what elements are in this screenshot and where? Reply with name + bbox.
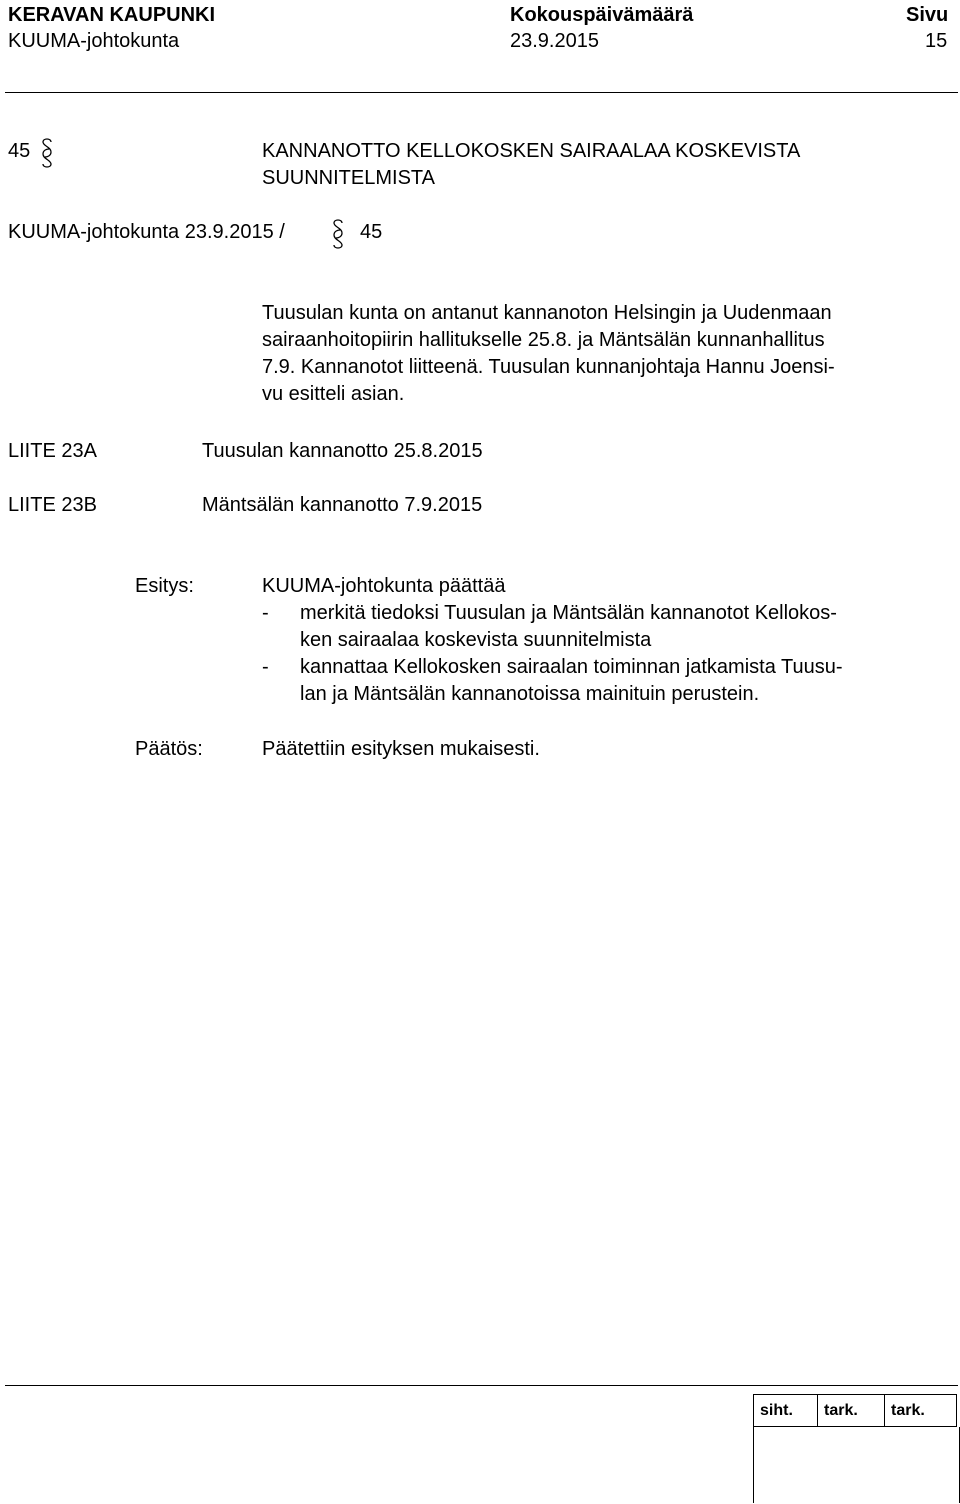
org-name: KERAVAN KAUPUNKI	[8, 4, 216, 26]
decision-label: Päätös:	[135, 738, 203, 760]
proposal-item-line: merkitä tiedoksi Tuusulan ja Mäntsälän kannanotot Kellokos-	[300, 602, 837, 624]
body-line: 7.9. Kannanotot liitteenä. Tuusulan kunnanjohtaja Hannu Joensi-	[262, 356, 835, 378]
date-label: Kokouspäivämäärä	[510, 4, 694, 26]
attachment-label: LIITE 23B	[8, 494, 97, 516]
body-name: KUUMA-johtokunta	[8, 30, 180, 52]
proposal-label: Esitys:	[135, 575, 194, 597]
signature-box	[753, 1394, 957, 1427]
page-label: Sivu	[906, 4, 949, 26]
section-sign-icon	[38, 136, 56, 170]
page-number: 15	[925, 30, 948, 52]
proposal-item	[262, 654, 957, 708]
proposal-item-line: lan ja Mäntsälän kannanotoissa mainituin perustein.	[300, 683, 760, 705]
attachment-label: LIITE 23A	[8, 440, 97, 462]
body-line: sairaanhoitopiirin hallitukselle 25.8. ja Mäntsälän kunnanhallitus	[262, 329, 825, 351]
list-dash: -	[262, 602, 269, 624]
decision-text: Päätettiin esityksen mukaisesti.	[262, 738, 540, 760]
proposal-item-line: kannattaa Kellokosken sairaalan toiminnan jatkamista Tuusu-	[300, 656, 843, 678]
item-number: 45	[8, 140, 31, 162]
attachment-title: Mäntsälän kannanotto 7.9.2015	[202, 494, 483, 516]
item-title-line2: SUUNNITELMISTA	[262, 167, 435, 189]
meeting-date: 23.9.2015	[510, 30, 599, 52]
list-dash: -	[262, 656, 269, 678]
signature-tark-1: tark.	[824, 1402, 858, 1419]
attachment-title: Tuusulan kannanotto 25.8.2015	[202, 440, 483, 462]
body-line: vu esitteli asian.	[262, 383, 405, 405]
signature-tark-2: tark.	[891, 1402, 925, 1419]
section-sign-icon	[329, 217, 347, 251]
body-line: Tuusulan kunta on antanut kannanoton Helsingin ja Uudenmaan	[262, 302, 832, 324]
signature-space	[753, 1427, 960, 1503]
header-rule	[5, 92, 958, 93]
item-reference: KUUMA-johtokunta 23.9.2015 /	[8, 221, 285, 243]
proposal-intro: KUUMA-johtokunta päättää	[262, 575, 506, 597]
item-reference-number: 45	[360, 221, 383, 243]
proposal-item	[262, 600, 957, 654]
signature-siht: siht.	[760, 1402, 793, 1419]
proposal-item-line: ken sairaalaa koskevista suunnitelmista	[300, 629, 652, 651]
item-title-line1: KANNANOTTO KELLOKOSKEN SAIRAALAA KOSKEVISTA	[262, 140, 801, 162]
footer-rule	[5, 1385, 958, 1386]
